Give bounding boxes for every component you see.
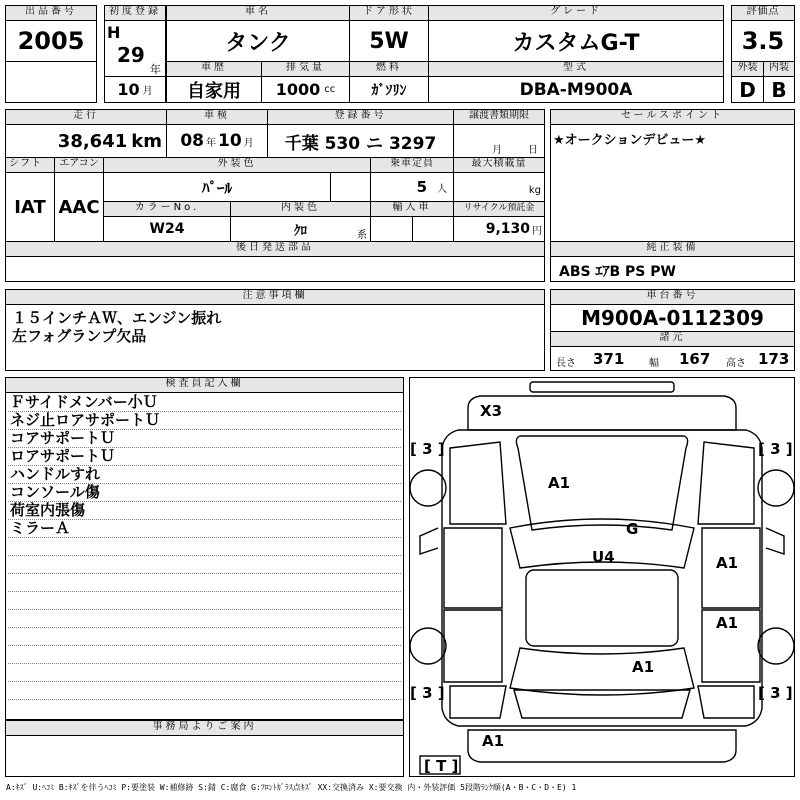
displacement: 1000 [275,80,321,99]
office-label: 事務局よりご案内 [5,720,404,736]
sales-point-cell [550,124,795,242]
width: 167 [679,350,711,368]
int-color-label: 内装色 [230,201,371,217]
hood-shape [516,436,687,530]
recycle-cell [453,216,545,242]
rear-hatch-shape [514,690,690,718]
chassis-number: M900A-0112309 [550,304,795,332]
fuel: ｶﾞｿﾘﾝ [349,76,429,103]
mark-spare: [ T ] [424,757,459,775]
shift-label: シフト [5,157,55,173]
model-label: 型式 [428,61,724,77]
inspector-line: コアサポートＵ [10,429,116,447]
fender-rl-shape [450,686,506,718]
import-label: 輸入車 [370,201,454,217]
mark-tire-rr: [ 3 ] [758,684,793,702]
exterior-score: D [731,76,764,103]
genuine-label: 純正装備 [550,241,795,257]
era-letter: H [107,23,121,42]
displacement-unit: cc [324,84,336,95]
door-label: ドア形状 [349,5,429,21]
car-name-label: 車名 [166,5,350,21]
grade-label: グレード [428,5,724,21]
max-load-unit: kg [528,185,541,196]
mark-roof: U4 [592,548,615,566]
interior-label: 内装 [763,61,795,77]
max-load-label: 最大積載量 [453,157,545,173]
year-unit: 年 [150,63,161,76]
color-no-label: カラーNo. [103,201,231,217]
notes-line: １５インチＡＷ、エンジン振れ [12,309,222,327]
wheel-rr [758,628,794,664]
grade: カスタムG-T [428,20,724,62]
lot-no-blank [5,61,97,103]
notes-cell [5,304,545,371]
score: 3.5 [731,20,795,62]
mileage-unit: km [131,130,162,152]
max-load-cell [453,172,545,202]
sales-point: ★オークションデビュー★ [553,133,707,148]
inspection-cell [166,124,268,158]
inspector-line: ロアサポートＵ [10,447,116,465]
chassis-label: 車台番号 [550,289,795,305]
mirror-right [766,528,784,554]
roof-shape [526,570,678,646]
exterior-label: 外装 [731,61,764,77]
model: DBA-M900A [428,76,724,103]
inspector-cell [5,392,404,720]
interior-score: B [763,76,795,103]
lot-no-label: 出品番号 [5,5,97,21]
inspector-line: ハンドルすれ [10,465,101,483]
front-bumper-shape [468,396,736,430]
mileage-cell [5,124,167,158]
first-reg-year: 29 [117,43,145,67]
first-reg-month-cell [104,76,166,103]
mark-rear-right-door: A1 [716,554,739,572]
history-label: 車歴 [166,61,262,77]
mark-tire-rl: [ 3 ] [410,684,445,702]
door-rl-shape [444,610,502,682]
capacity-unit: 人 [437,183,447,195]
door: 5W [349,20,429,62]
wheel-fr [758,470,794,506]
color-no: W24 [103,216,231,242]
ext-color: ﾊﾟｰﾙ [103,172,331,202]
mileage-label: 走行 [5,109,167,125]
genuine-cell [550,256,795,282]
mileage: 38,641 [57,130,128,152]
displacement-cell [261,76,350,103]
inspection-month: 10 [218,131,242,151]
aircon: AAC [54,172,104,242]
notes-line: 左フォグランプ欠品 [12,327,147,345]
rear-glass-shape [510,648,694,695]
front-bumper-top-strip [530,382,674,392]
mark-bumper-rear: A1 [482,732,505,750]
mark-tire-fr: [ 3 ] [758,440,793,458]
rear-bumper-shape [468,730,736,762]
car-name: タンク [166,20,350,62]
damage-legend: A:ｷｽﾞ U:ﾍｺﾐ B:ｷｽﾞを伴うﾍｺﾐ P:要塗装 W:補修跡 S:錆 C:腐食 G:ﾌﾛﾝﾄｶﾞﾗｽ点ｷｽﾞ XX:交換済み X:要交換 内・外装評価 5段階ﾗﾝｸ順(A・B・C・D・E) 1 [6,783,577,792]
lot-no: 2005 [5,20,97,62]
car-diagram-frame [409,377,795,777]
transfer-label: 譲渡書類期限 [453,109,545,125]
transfer-day: 日 [528,145,538,156]
capacity-label: 乗車定員 [370,157,454,173]
mirror-left [420,528,438,554]
plate: 千葉 530 ニ 3297 [267,124,454,158]
dims-label: 諸元 [550,331,795,347]
capacity: 5 [416,178,427,196]
inspector-line: ミラーＡ [10,519,71,537]
fender-fr-shape [698,442,754,524]
first-reg-label: 初度登録 [104,5,166,21]
history: 自家用 [166,76,262,103]
score-label: 評価点 [731,5,795,21]
displacement-label: 排気量 [261,61,350,77]
mark-tire-fl: [ 3 ] [410,440,445,458]
aircon-label: エアコン [54,157,104,173]
inspector-line: コンソール傷 [10,483,100,501]
int-color-unit: 系 [357,230,367,241]
int-color-cell [230,216,371,242]
mark-windshield: G [626,520,639,538]
month-unit: 月 [142,86,153,97]
mark-hood: A1 [548,474,571,492]
length: 371 [593,350,625,368]
ext-color-blank [330,172,371,202]
shift: IAT [5,172,55,242]
mark-bumper-front: X3 [480,402,503,420]
inspector-line: ネジ止ロアサポートＵ [10,411,161,429]
plate-label: 登録番号 [267,109,454,125]
transfer-cell [453,124,545,158]
height-label: 高さ [726,358,746,369]
height: 173 [758,350,790,368]
wheel-fl [410,470,446,506]
import-cell-b [412,216,454,242]
fender-rr-shape [698,686,754,718]
car-diagram [410,378,794,776]
import-cell-a [370,216,413,242]
transfer-month: 月 [492,145,502,156]
int-color: ｸﾛ [294,223,307,239]
inspector-line: Ｆサイドメンバー小Ｕ [10,393,158,411]
sales-point-label: セールスポイント [550,109,795,125]
recycle: 9,130 [485,221,530,237]
recycle-label: リサイクル預託金 [453,201,545,217]
wheel-rl [410,628,446,664]
later-parts-cell [5,256,545,282]
genuine: ABS ｴｱB PS PW [559,264,676,280]
fender-fl-shape [450,442,506,524]
inspection-label: 車検 [166,109,268,125]
inspector-line: 荷室内張傷 [10,501,86,519]
inspection-year: 08 [180,131,204,151]
notes-label: 注意事項欄 [5,289,545,305]
inspection-year-unit: 年 [206,137,216,149]
ext-color-label: 外装色 [103,157,371,173]
inspection-month-unit: 月 [243,137,254,149]
width-label: 幅 [649,358,659,369]
length-label: 長さ [556,358,576,369]
first-reg-year-cell [104,20,166,77]
office-cell [5,735,404,777]
mark-rear-fender-right: A1 [716,614,739,632]
inspector-label: 検査員記入欄 [5,377,404,393]
dims-cell [550,346,795,371]
door-fl-shape [444,528,502,608]
later-parts-label: 後日発送部品 [5,241,545,257]
fuel-label: 燃料 [349,61,429,77]
mark-rear-glass: A1 [632,658,655,676]
capacity-cell [370,172,454,202]
first-reg-month: 10 [117,80,140,99]
recycle-unit: 円 [532,225,542,237]
